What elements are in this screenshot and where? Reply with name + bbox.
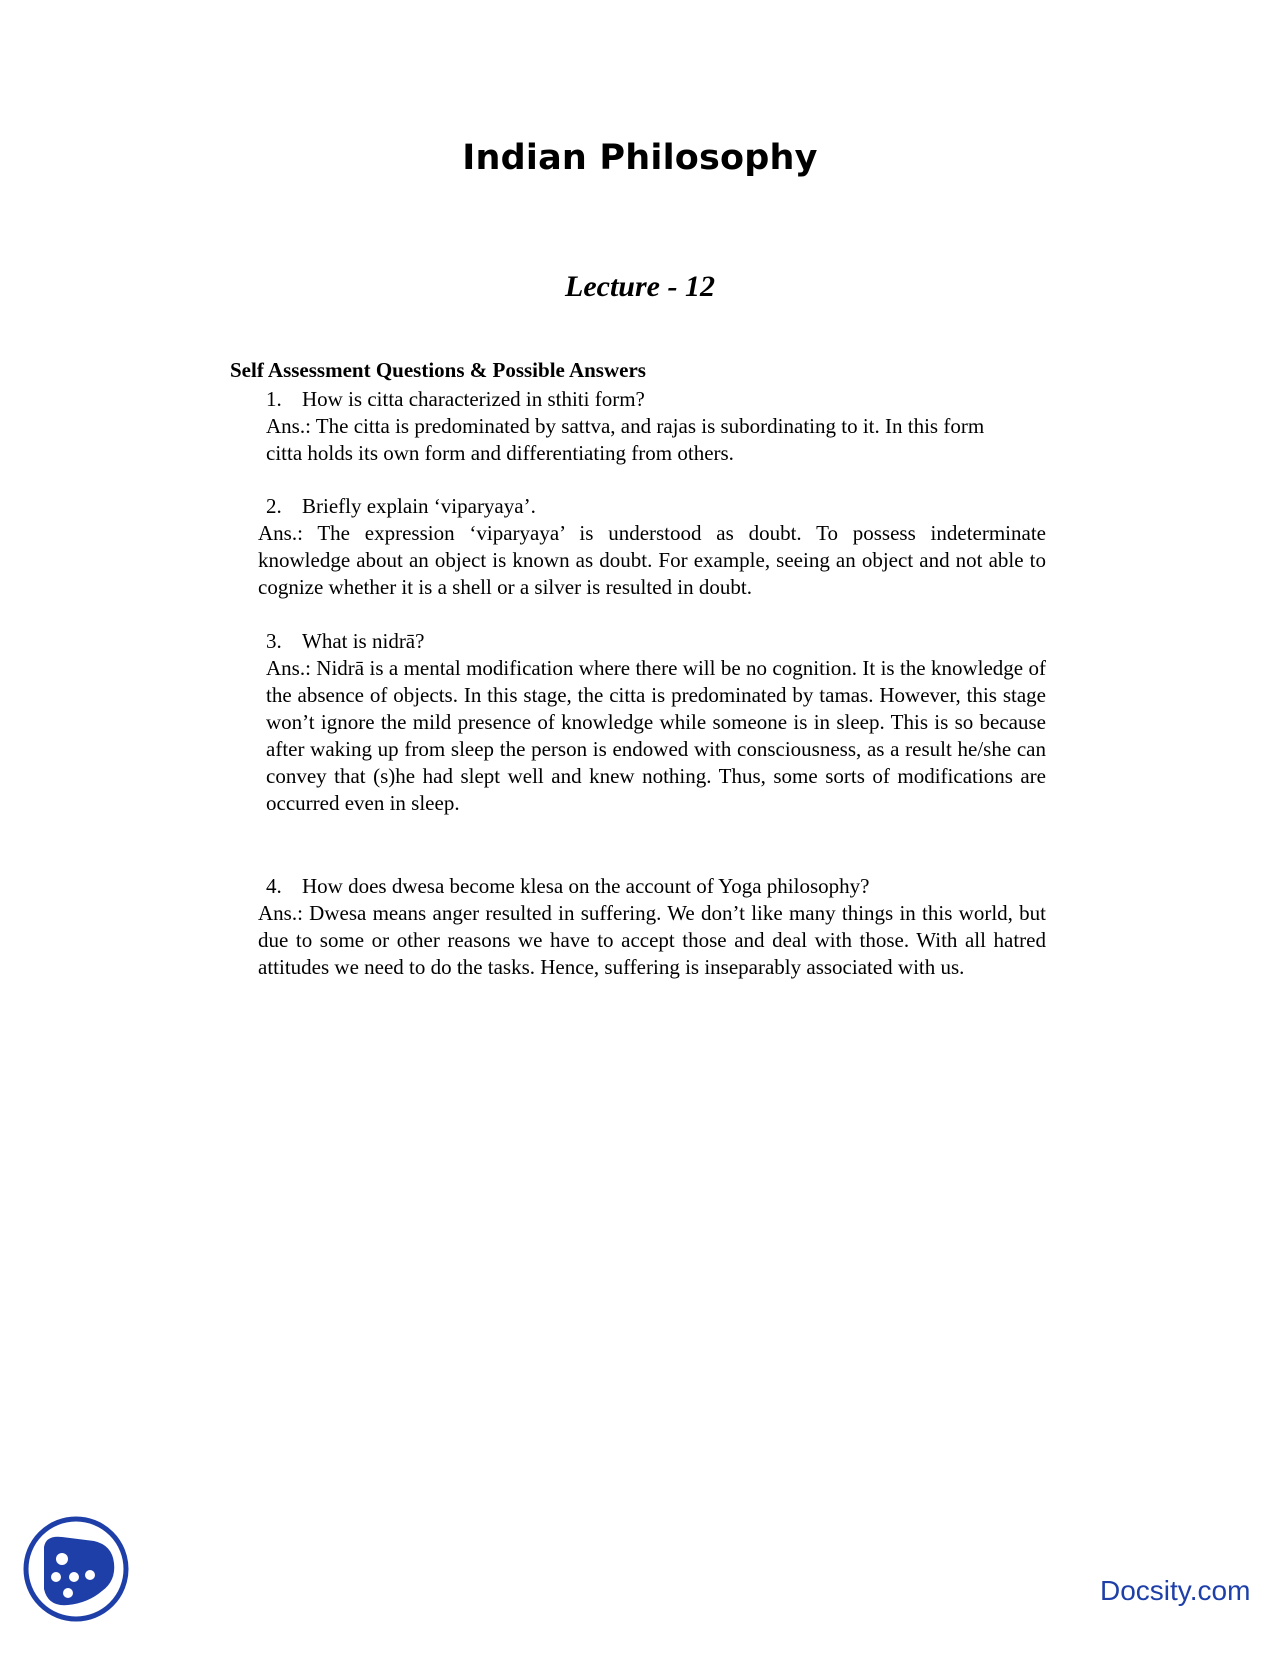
- qa-item-4: [258, 873, 1046, 981]
- lecture-heading: Lecture - 12: [565, 270, 715, 303]
- answer-4: Ans.: Dwesa means anger resulted in suffering. We don’t like many things in this world, but due to some or other reasons we have to accept those and deal with those. With all hatred attitudes we need to do the tasks. Hence, suffering is inseparably associated with us.: [258, 901, 1046, 979]
- question-2: [258, 493, 1046, 520]
- question-number: 2.: [266, 494, 282, 518]
- question-text: Briefly explain ‘viparyaya’.: [302, 494, 536, 518]
- question-number: 4.: [266, 874, 282, 898]
- page-title: Indian Philosophy: [462, 138, 818, 178]
- question-4: [258, 873, 1046, 900]
- docsity-logo-icon: [22, 1515, 130, 1623]
- qa-item-3: [230, 628, 1046, 817]
- section-heading: Self Assessment Questions & Possible Answers: [230, 358, 646, 382]
- question-number: 3.: [266, 629, 282, 653]
- question-text: How is citta characterized in sthiti form?: [302, 387, 645, 411]
- question-1: [230, 386, 1018, 413]
- docsity-brand-link[interactable]: Docsity.com: [1100, 1575, 1251, 1606]
- answer-3: Ans.: Nidrā is a mental modification where there will be no cognition. It is the knowledge of the absence of objects. In this stage, the citta is predominated by tamas. However, this stage won’t ignore the mild presence of knowledge while someone is in sleep. This is so because after waking up from sleep the person is endowed with consciousness, as a result he/she can convey that (s)he had slept well and knew nothing. Thus, some sorts of modifications are occurred even in sleep.: [266, 656, 1046, 815]
- answer-1: Ans.: The citta is predominated by sattva, and rajas is subordinating to it. In this form citta holds its own form and differentiating from others.: [266, 414, 985, 465]
- qa-item-1: [230, 386, 1018, 467]
- question-number: 1.: [266, 387, 282, 411]
- question-text: What is nidrā?: [302, 629, 425, 653]
- qa-item-2: [258, 493, 1046, 601]
- answer-2: Ans.: The expression ‘viparyaya’ is understood as doubt. To possess indeterminate knowledge about an object is known as doubt. For example, seeing an object and not able to cognize whether it is a shell or a silver is resulted in doubt.: [258, 521, 1046, 599]
- question-text: How does dwesa become klesa on the account of Yoga philosophy?: [302, 874, 870, 898]
- question-3: [230, 628, 1046, 655]
